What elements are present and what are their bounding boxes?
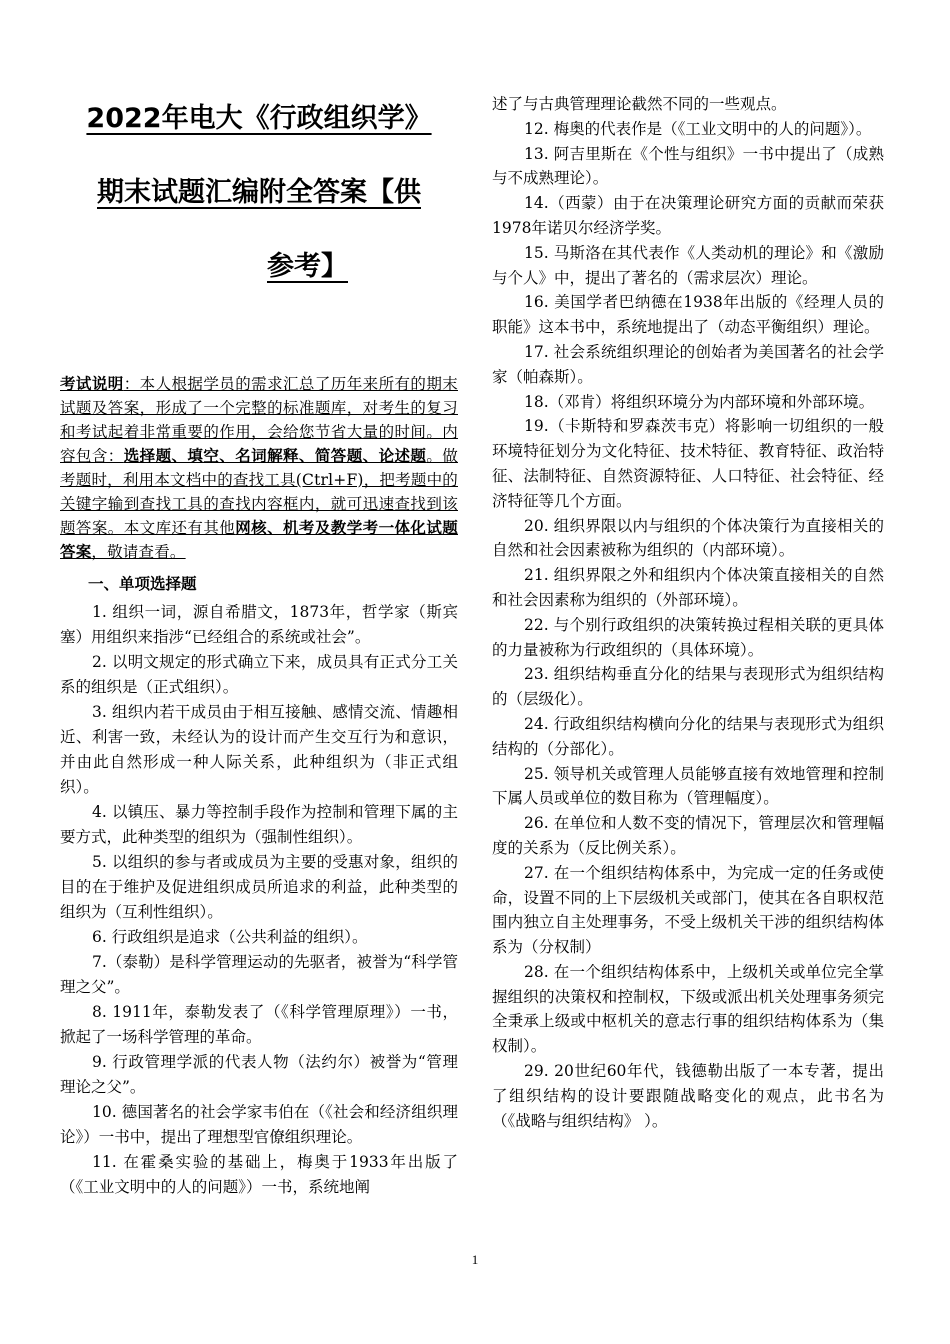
question-item: 9. 行政管理学派的代表人物（法约尔）被誉为“管理理论之父”。 [60,1053,458,1096]
question-item: 15. 马斯洛在其代表作《人类动机的理论》和《激励与个人》中，提出了著名的（需求层次）理论。 [492,243,884,287]
instructions-text-1: ：本人根据学员的需求汇总了历年来所有的期末试题及答案，形成了一个完整的标准题库，对考生的复习和考试起着非常重要的作用，会给您节省大量的时间。内容包含： [60,375,458,465]
question-item: 23. 组织结构垂直分化的结果与表现形式为组织结构的（层级化）。 [492,665,884,709]
question-item: 3. 组织内若干成员由于相互接触、感情交流、情趣相近、利害一致，未经认为的设计而产生交互行为和意识，并由此自然形成一种人际关系，此种组织为（非正式组织）。 [60,703,458,796]
instructions-text-2: 。做考题时，利用本文档中的查找工具(Ctrl+F)，把考题中的关键字输到查找工具的查找内容框内，就可迅速查找到该题答案。本文库还有其他 [60,447,458,537]
question-item: 5. 以组织的参与者或成员为主要的受惠对象，组织的目的在于维护及促进组织成员所追求的利益，此种类型的组织为（互利性组织）。 [60,853,458,921]
exam-instructions [60,372,458,564]
question-item: 1. 组织一词，源自希腊文，1873年，哲学家（斯宾塞）用组织来指涉“已经组合的系统或社会”。 [60,603,458,646]
question-item: 11. 在霍桑实验的基础上，梅奥于1933年出版了（《工业文明中的人的问题》）一书，系统地阐 [60,1153,458,1196]
instructions-text-3: ，敬请查看。 [91,543,186,561]
question-item: 4. 以镇压、暴力等控制手段作为控制和管理下属的主要方式，此种类型的组织为（强制性组织）。 [60,803,458,846]
question-item: 20. 组织界限以内与组织的个体决策行为直接相关的自然和社会因素被称为组织的（内部环境）。 [492,516,884,560]
question-item: 18.（邓肯）将组织环境分为内部环境和外部环境。 [524,392,875,411]
question-item: 19.（卡斯特和罗森茨韦克）将影响一切组织的一般环境特征划分为文化特征、技术特征、教育特征、政治特征、法制特征、自然资源特征、人口特征、社会特征、经济特征等几个方面。 [492,417,884,510]
document-title [60,0,458,286]
question-item: 6. 行政组织是追求（公共利益的组织）。 [92,928,368,946]
instructions-bold-1: 选择题、填空、名词解释、简答题、论述题 [123,446,427,465]
question-item: 7.（泰勒）是科学管理运动的先驱者，被誉为“科学管理之父”。 [60,953,458,996]
question-continuation: 述了与古典管理理论截然不同的一些观点。 [492,95,787,113]
question-item: 28. 在一个组织结构体系中，上级机关或单位完全掌握组织的决策权和控制权，下级或派出机关处理事务须完全秉承上级或中枢机关的意志行事的组织结构体系为（集权制）。 [492,962,884,1056]
question-item: 24. 行政组织结构横向分化的结果与表现形式为组织结构的（分部化）。 [492,714,884,758]
question-item: 21. 组织界限之外和组织内个体决策直接相关的自然和社会因素称为组织的（外部环境）。 [492,566,884,609]
question-item: 27. 在一个组织结构体系中，为完成一定的任务或使命，设置不同的上下层级机关或部门，使其在各自职权范围内独立自主处理事务，不受上级机关干涉的组织结构体系为（分权制） [492,863,884,957]
question-item: 25. 领导机关或管理人员能够直接有效地管理和控制下属人员或单位的数目称为（管理幅度）。 [492,764,884,808]
instructions-bold-2: 网核、机考及教学考一体化试题答案 [60,518,458,561]
page-number: 1 [471,1252,479,1267]
instructions-label: 考试说明 [60,374,124,393]
left-column [60,0,458,1200]
question-item: 10. 德国著名的社会学家韦伯在（《社会和经济组织理论》）一书中，提出了理想型官僚组织理论。 [60,1103,458,1146]
question-item: 8. 1911年，泰勒发表了（《科学管理原理》）一书，掀起了一场科学管理的革命。 [60,1003,458,1046]
question-item: 17. 社会系统组织理论的创始者为美国著名的社会学家（帕森斯）。 [492,342,884,386]
question-item: 12. 梅奥的代表作是（《工业文明中的人的问题》）。 [524,119,872,138]
question-item: 26. 在单位和人数不变的情况下，管理层次和管理幅度的关系为（反比例关系）。 [492,814,884,857]
right-column [492,92,884,1133]
section-title: 一、单项选择题 [88,574,197,593]
question-item: 22. 与个别行政组织的决策转换过程相关联的更具体的力量被称为行政组织的（具体环境）。 [492,615,884,659]
left-question-list [60,600,458,1200]
title-line-2: 期末试题汇编附全答案【供 [97,177,421,208]
question-item: 13. 阿吉里斯在《个性与组织》一书中提出了（成熟与不成熟理论）。 [492,144,884,188]
question-item: 2. 以明文规定的形式确立下来，成员具有正式分工关系的组织是（正式组织）。 [60,653,458,696]
title-line-3: 参考】 [267,251,348,282]
question-item: 14.（西蒙）由于在决策理论研究方面的贡献而荣获1978年诺贝尔经济学奖。 [492,194,884,237]
title-line-1: 2022年电大《行政组织学》 [86,103,432,134]
question-item: 16. 美国学者巴纳德在1938年出版的《经理人员的职能》这本书中，系统地提出了（动态平衡组织）理论。 [492,293,884,337]
question-item: 29. 20世纪60年代，钱德勒出版了一本专著，提出了组织结构的设计要跟随战略变化的观点，此书名为（《战略与组织结构》 ）。 [492,1062,884,1130]
